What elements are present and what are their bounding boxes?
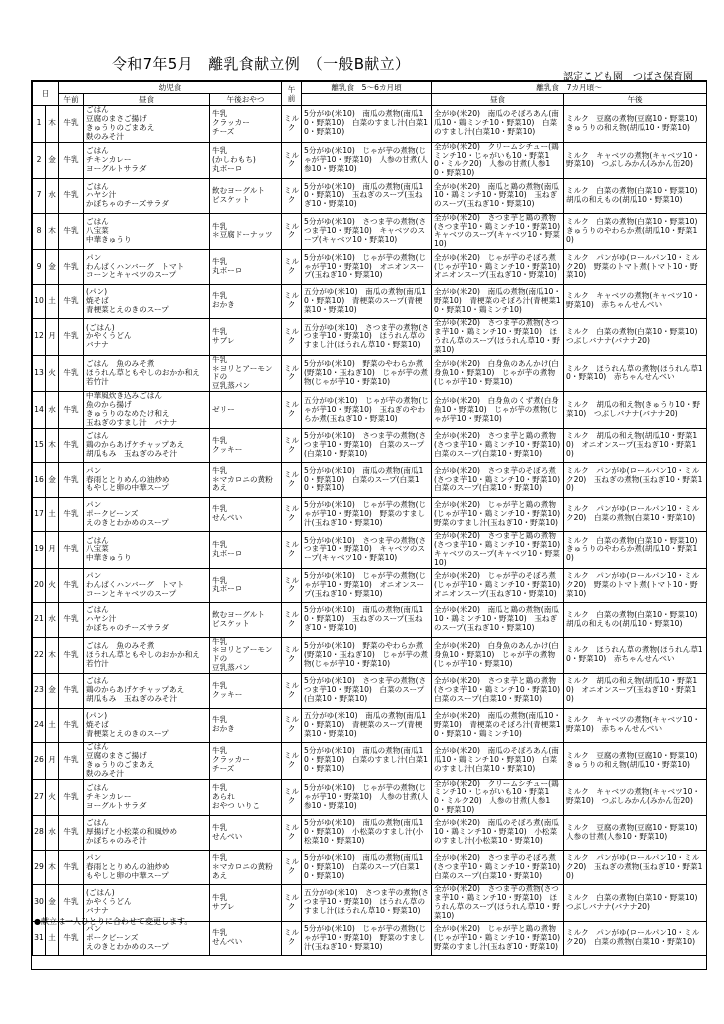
snack-cell: 牛乳 (かしわもち) 丸ボーロ bbox=[210, 142, 282, 179]
baby-7-afternoon-cell: ミルク パンがゆ(ロールパン10・ミルク20) 玉ねぎの煮物(玉ねぎ10・野菜10) bbox=[564, 850, 707, 884]
day-cell: 8 bbox=[33, 213, 46, 250]
weekday-cell: 水 bbox=[46, 603, 59, 637]
baby-7-afternoon-cell: ミルク キャベツの煮物(キャベツ10・野菜10) つぶしみかん(みかん缶20) bbox=[564, 779, 707, 816]
baby-7-lunch-cell: 全がゆ(米20) さつま芋と鶏の煮物(さつま芋10・鶏ミンチ10・野菜10) キャベツのスープ(キャベツ10・野菜10) bbox=[432, 532, 564, 569]
baby-7-afternoon-cell: ミルク 白菜の煮物(白菜10・野菜10) きゅうりのやわらか煮(胡瓜10・野菜10) bbox=[564, 532, 707, 569]
morning-drink-cell: 牛乳 bbox=[59, 637, 84, 674]
morning-drink-cell: 牛乳 bbox=[59, 284, 84, 318]
baby-5-6-lunch-cell: 5分がゆ(米10) さつま芋の煮物(さつま芋10・野菜10) 白菜のスープ(白菜10・野菜10) bbox=[302, 674, 432, 708]
weekday-cell: 木 bbox=[46, 106, 59, 143]
day-cell: 2 bbox=[33, 142, 46, 179]
baby-morning-cell: ミルク bbox=[282, 319, 302, 356]
day-cell: 20 bbox=[33, 568, 46, 602]
snack-cell: 牛乳 せんべい bbox=[210, 921, 282, 955]
snack-cell: 牛乳 丸ボーロ bbox=[210, 568, 282, 602]
lunch-cell: (パン) 焼そば 青梗菜とえのきのスープ bbox=[84, 284, 210, 318]
baby-7-afternoon-cell: ミルク 胡瓜の和え物(胡瓜10・野菜10) オニオンスープ(玉ねぎ10・野菜10) bbox=[564, 674, 707, 708]
morning-drink-cell: 牛乳 bbox=[59, 884, 84, 921]
baby-7-lunch-cell: 全がゆ(米20) クリームシチュー(鶏ミンチ10・じゃがいも10・野菜10・ミルク20) 人参の甘煮(人参10・野菜10) bbox=[432, 142, 564, 179]
snack-cell: 牛乳 丸ボーロ bbox=[210, 250, 282, 284]
table-row bbox=[33, 463, 707, 497]
table-row bbox=[33, 742, 707, 779]
baby-7-afternoon-cell: ミルク 豆腐の煮物(豆腐10・野菜10) 人参の甘煮(人参10・野菜10) bbox=[564, 816, 707, 850]
day-cell: 24 bbox=[33, 708, 46, 742]
baby-7-afternoon-cell: ミルク パンがゆ(ロールパン10・ミルク20) 白菜の煮物(白菜10・野菜10) bbox=[564, 497, 707, 531]
header-morning-baby: 午前 bbox=[282, 82, 302, 106]
table-row bbox=[33, 319, 707, 356]
lunch-cell: パン わんぱくハンバーグ トマト コーンとキャベツのスープ bbox=[84, 250, 210, 284]
day-cell: 26 bbox=[33, 742, 46, 779]
baby-morning-cell: ミルク bbox=[282, 497, 302, 531]
baby-5-6-lunch-cell: 5分がゆ(米10) じゃが芋の煮物(じゃが芋10・野菜10) オニオンスープ(玉ねぎ10・野菜10) bbox=[302, 568, 432, 602]
table-row bbox=[33, 568, 707, 602]
baby-7-lunch-cell: 全がゆ(米20) 白身魚のあんかけ(白身魚10・野菜10) じゃが芋の煮物(じゃが芋10・野菜10) bbox=[432, 637, 564, 674]
baby-7-afternoon-cell: ミルク 白菜の煮物(白菜10・野菜10) つぶしバナナ(バナナ20) bbox=[564, 884, 707, 921]
day-cell: 12 bbox=[33, 319, 46, 356]
weekday-cell: 土 bbox=[46, 708, 59, 742]
day-cell: 13 bbox=[33, 355, 46, 392]
header-afternoon-snack: 午後おやつ bbox=[210, 94, 282, 106]
snack-cell: 飲むヨーグルト ビスケット bbox=[210, 603, 282, 637]
weekday-cell: 木 bbox=[46, 850, 59, 884]
baby-7-afternoon-cell: ミルク ほうれん草の煮物(ほうれん草10・野菜10) 赤ちゃんせんべい bbox=[564, 355, 707, 392]
snack-cell: 牛乳 ＊マカロニの黄粉あえ bbox=[210, 850, 282, 884]
day-cell: 17 bbox=[33, 497, 46, 531]
table-row bbox=[33, 637, 707, 674]
weekday-cell: 木 bbox=[46, 637, 59, 674]
baby-morning-cell: ミルク bbox=[282, 708, 302, 742]
lunch-cell: ごはん 八宝菜 中華きゅうり bbox=[84, 532, 210, 569]
footnote: ●献立は一人ひとりに合わせて変更します。 bbox=[34, 917, 193, 926]
baby-morning-cell: ミルク bbox=[282, 463, 302, 497]
lunch-cell: ごはん ハヤシ汁 かぼちゃのチーズサラダ bbox=[84, 179, 210, 213]
morning-drink-cell: 牛乳 bbox=[59, 106, 84, 143]
morning-drink-cell: 牛乳 bbox=[59, 532, 84, 569]
baby-5-6-lunch-cell: 5分がゆ(米10) じゃが芋の煮物(じゃが芋10・野菜10) 人参の甘煮(人参10・野菜10) bbox=[302, 779, 432, 816]
baby-7-lunch-cell: 全がゆ(米20) さつま芋のそぼろ煮(さつま芋10・鶏ミンチ10・野菜10) 白菜のスープ(白菜10・野菜10) bbox=[432, 463, 564, 497]
page-title: 令和7年5月 離乳食献立例 （一般B献立） bbox=[112, 55, 411, 73]
morning-drink-cell: 牛乳 bbox=[59, 779, 84, 816]
baby-morning-cell: ミルク bbox=[282, 779, 302, 816]
table-row bbox=[33, 284, 707, 318]
baby-7-lunch-cell: 全がゆ(米20) 白身魚のあんかけ(白身魚10・野菜10) じゃが芋の煮物(じゃが芋10・野菜10) bbox=[432, 355, 564, 392]
lunch-cell: パン ポークビーンズ えのきとわかめのスープ bbox=[84, 497, 210, 531]
baby-morning-cell: ミルク bbox=[282, 674, 302, 708]
baby-morning-cell: ミルク bbox=[282, 850, 302, 884]
snack-cell: 牛乳 おかき bbox=[210, 284, 282, 318]
snack-cell: 牛乳 あられ おやつ いりこ bbox=[210, 779, 282, 816]
baby-7-afternoon-cell: ミルク 白菜の煮物(白菜10・野菜10) 胡瓜の和えもの(胡瓜10・野菜10) bbox=[564, 603, 707, 637]
baby-7-lunch-cell: 全がゆ(米20) さつま芋のそぼろ煮(さつま芋10・鶏ミンチ10・野菜10) 白菜のスープ(白菜10・野菜10) bbox=[432, 850, 564, 884]
snack-cell: 牛乳 クラッカー チーズ bbox=[210, 742, 282, 779]
day-cell: 1 bbox=[33, 106, 46, 143]
baby-morning-cell: ミルク bbox=[282, 568, 302, 602]
lunch-cell: ごはん 魚のみそ煮 ほうれん草ともやしのおかか和え 若竹汁 bbox=[84, 637, 210, 674]
baby-5-6-lunch-cell: 五分がゆ(米10) さつま芋の煮物(さつま芋10・野菜10) ほうれん草のすまし汁(ほうれん草10・野菜10) bbox=[302, 319, 432, 356]
morning-drink-cell: 牛乳 bbox=[59, 708, 84, 742]
baby-morning-cell: ミルク bbox=[282, 921, 302, 955]
lunch-cell: パン ポークビーンズ えのきとわかめのスープ bbox=[84, 921, 210, 955]
table-row bbox=[33, 779, 707, 816]
baby-morning-cell: ミルク bbox=[282, 250, 302, 284]
baby-morning-cell: ミルク bbox=[282, 603, 302, 637]
snack-cell: 牛乳 丸ボーロ bbox=[210, 532, 282, 569]
baby-7-lunch-cell: 全がゆ(米20) 南瓜と鶏の煮物(南瓜10・鶏ミンチ10・野菜10) 玉ねぎのスープ(玉ねぎ10・野菜10) bbox=[432, 603, 564, 637]
weekday-cell: 水 bbox=[46, 392, 59, 429]
table-row bbox=[33, 355, 707, 392]
lunch-cell: (パン) 焼そば 青梗菜とえのきのスープ bbox=[84, 708, 210, 742]
morning-drink-cell: 牛乳 bbox=[59, 319, 84, 356]
lunch-cell: ごはん 厚揚げと小松菜の和風炒め かぼちゃのみそ汁 bbox=[84, 816, 210, 850]
baby-morning-cell: ミルク bbox=[282, 392, 302, 429]
baby-5-6-lunch-cell: 5分がゆ(米10) さつま芋の煮物(さつま芋10・野菜10) キャベツのスープ(キャベツ10・野菜10) bbox=[302, 532, 432, 569]
baby-7-afternoon-cell: ミルク 豆腐の煮物(豆腐10・野菜10) きゅうりの和え物(胡瓜10・野菜10) bbox=[564, 106, 707, 143]
baby-7-lunch-cell: 全がゆ(米20) さつま芋の煮物(さつま芋10・鶏ミンチ10・野菜10) ほうれん草のスープ(ほうれん草10・野菜10) bbox=[432, 884, 564, 921]
baby-5-6-lunch-cell: 五分がゆ(米10) さつま芋の煮物(さつま芋10・野菜10) ほうれん草のすまし汁(ほうれん草10・野菜10) bbox=[302, 884, 432, 921]
table-row bbox=[33, 816, 707, 850]
table-row bbox=[33, 392, 707, 429]
baby-5-6-lunch-cell: 五分がゆ(米10) じゃが芋の煮物(じゃが芋10・野菜10) 玉ねぎのやわらか煮(玉ねぎ10・野菜10) bbox=[302, 392, 432, 429]
baby-7-afternoon-cell: ミルク 胡瓜の和え物(胡瓜10・野菜10) オニオンスープ(玉ねぎ10・野菜10) bbox=[564, 428, 707, 462]
weekday-cell: 金 bbox=[46, 884, 59, 921]
baby-7-lunch-cell: 全がゆ(米20) 南瓜の煮物(南瓜10・野菜10) 青梗菜のそぼろ汁(青梗菜10・野菜10・鶏ミンチ10) bbox=[432, 284, 564, 318]
lunch-cell: ごはん 鶏のからあげケチャップあえ 胡瓜もみ 玉ねぎのみそ汁 bbox=[84, 674, 210, 708]
baby-5-6-lunch-cell: 5分がゆ(米10) さつま芋の煮物(さつま芋10・野菜10) 白菜のスープ(白菜10・野菜10) bbox=[302, 428, 432, 462]
table-row bbox=[33, 106, 707, 143]
baby-7-afternoon-cell: ミルク パンがゆ(ロールパン10・ミルク20) 野菜のトマト煮(トマト10・野菜10) bbox=[564, 250, 707, 284]
day-cell: 28 bbox=[33, 816, 46, 850]
weekday-cell: 火 bbox=[46, 779, 59, 816]
baby-7-afternoon-cell: ミルク パンがゆ(ロールパン10・ミルク20) 白菜の煮物(白菜10・野菜10) bbox=[564, 921, 707, 955]
lunch-cell: (ごはん) かやくうどん バナナ bbox=[84, 884, 210, 921]
baby-5-6-lunch-cell: 5分がゆ(米10) 南瓜の煮物(南瓜10・野菜10) 白菜のすまし汁(白菜10・野菜10) bbox=[302, 106, 432, 143]
day-cell: 10 bbox=[33, 284, 46, 318]
baby-morning-cell: ミルク bbox=[282, 816, 302, 850]
day-cell: 7 bbox=[33, 179, 46, 213]
weekday-cell: 火 bbox=[46, 568, 59, 602]
weekday-cell: 月 bbox=[46, 532, 59, 569]
header-lunch: 昼食 bbox=[84, 94, 210, 106]
baby-7-afternoon-cell: ミルク 白菜の煮物(白菜10・野菜10) つぶしバナナ(バナナ20) bbox=[564, 319, 707, 356]
baby-7-lunch-cell: 全がゆ(米20) 南瓜のそぼろ煮(南瓜10・鶏ミンチ10・野菜10) 小松菜のすまし汁(小松菜10・野菜10) bbox=[432, 816, 564, 850]
organization-name: 認定こども園 つばさ保育園 bbox=[563, 72, 693, 83]
table-row bbox=[33, 708, 707, 742]
baby-morning-cell: ミルク bbox=[282, 742, 302, 779]
day-cell: 22 bbox=[33, 637, 46, 674]
table-row bbox=[33, 532, 707, 569]
day-cell: 27 bbox=[33, 779, 46, 816]
baby-7-afternoon-cell: ミルク 豆腐の煮物(豆腐10・野菜10) きゅうりの和え物(胡瓜10・野菜10) bbox=[564, 742, 707, 779]
lunch-cell: (ごはん) かやくうどん バナナ bbox=[84, 319, 210, 356]
header-kindergarten-meal: 幼児食 bbox=[59, 82, 282, 94]
baby-5-6-lunch-cell: 5分がゆ(米10) じゃが芋の煮物(じゃが芋10・野菜10) 野菜のすまし汁(玉ねぎ10・野菜10) bbox=[302, 497, 432, 531]
baby-7-afternoon-cell: ミルク キャベツの煮物(キャベツ10・野菜10) 赤ちゃんせんべい bbox=[564, 708, 707, 742]
lunch-cell: パン 春雨ととりめんの油炒め もやしと卵の中華スープ bbox=[84, 463, 210, 497]
day-cell: 14 bbox=[33, 392, 46, 429]
morning-drink-cell: 牛乳 bbox=[59, 428, 84, 462]
baby-7-lunch-cell: 全がゆ(米20) 南瓜のそぼろあん(南瓜10・鶏ミンチ10・野菜10) 白菜のすまし汁(白菜10・野菜10) bbox=[432, 742, 564, 779]
lunch-cell: パン わんぱくハンバーグ トマト コーンとキャベツのスープ bbox=[84, 568, 210, 602]
lunch-cell: ごはん 豆腐のまさご揚げ きゅうりのごまあえ 麩のみそ汁 bbox=[84, 106, 210, 143]
table-row bbox=[33, 497, 707, 531]
morning-drink-cell: 牛乳 bbox=[59, 392, 84, 429]
weekday-cell: 水 bbox=[46, 816, 59, 850]
baby-7-afternoon-cell: ミルク キャベツの煮物(キャベツ10・野菜10) 赤ちゃんせんべい bbox=[564, 284, 707, 318]
day-cell: 30 bbox=[33, 884, 46, 921]
table-row bbox=[33, 250, 707, 284]
baby-5-6-lunch-cell: 5分がゆ(米10) 野菜のやわらか煮(野菜10・玉ねぎ10) じゃが芋の煮物(じゃが芋10・野菜10) bbox=[302, 355, 432, 392]
baby-7-afternoon-cell: ミルク 胡瓜の和え物(きゅうり10・野菜10) つぶしバナナ(バナナ20) bbox=[564, 392, 707, 429]
weekday-cell: 火 bbox=[46, 355, 59, 392]
morning-drink-cell: 牛乳 bbox=[59, 250, 84, 284]
baby-7-afternoon-cell: ミルク キャベツの煮物(キャベツ10・野菜10) つぶしみかん(みかん缶20) bbox=[564, 142, 707, 179]
baby-5-6-lunch-cell: 5分がゆ(米10) 南瓜の煮物(南瓜10・野菜10) 小松菜のすまし汁(小松菜10・野菜10) bbox=[302, 816, 432, 850]
snack-cell: 牛乳 ＊豆腐ドーナッツ bbox=[210, 213, 282, 250]
baby-7-lunch-cell: 全がゆ(米20) じゃが芋のそぼろ煮(じゃが芋10・鶏ミンチ10・野菜10) オニオンスープ(玉ねぎ10・野菜10) bbox=[432, 568, 564, 602]
weekday-cell: 土 bbox=[46, 284, 59, 318]
baby-morning-cell: ミルク bbox=[282, 428, 302, 462]
baby-5-6-lunch-cell: 5分がゆ(米10) じゃが芋の煮物(じゃが芋10・野菜10) 人参の甘煮(人参10・野菜10) bbox=[302, 142, 432, 179]
snack-cell: 牛乳 クッキー bbox=[210, 428, 282, 462]
morning-drink-cell: 牛乳 bbox=[59, 568, 84, 602]
baby-5-6-lunch-cell: 五分がゆ(米10) 南瓜の煮物(南瓜10・野菜10) 青梗菜のスープ(青梗菜10・野菜10) bbox=[302, 708, 432, 742]
morning-drink-cell: 牛乳 bbox=[59, 850, 84, 884]
lunch-cell: ごはん 八宝菜 中華きゅうり bbox=[84, 213, 210, 250]
header-afternoon-7: 午後 bbox=[564, 94, 707, 106]
baby-5-6-lunch-cell: 5分がゆ(米10) 南瓜の煮物(南瓜10・野菜10) 白菜のスープ(白菜10・野菜10) bbox=[302, 850, 432, 884]
baby-7-lunch-cell: 全がゆ(米20) 南瓜と鶏の煮物(南瓜10・鶏ミンチ10・野菜10) 玉ねぎのスープ(玉ねぎ10・野菜10) bbox=[432, 179, 564, 213]
baby-7-lunch-cell: 全がゆ(米20) じゃが芋のそぼろ煮(じゃが芋10・鶏ミンチ10・野菜10) オニオンスープ(玉ねぎ10・野菜10) bbox=[432, 250, 564, 284]
header-lunch-7: 昼食 bbox=[432, 94, 564, 106]
baby-5-6-lunch-cell: 五分がゆ(米10) 南瓜の煮物(南瓜10・野菜10) 青梗菜のスープ(青梗菜10・野菜10) bbox=[302, 284, 432, 318]
snack-cell: 牛乳 ＊ヨリとアーモンドの 豆乳蒸パン bbox=[210, 637, 282, 674]
snack-cell: 牛乳 おかき bbox=[210, 708, 282, 742]
baby-morning-cell: ミルク bbox=[282, 142, 302, 179]
morning-drink-cell: 牛乳 bbox=[59, 179, 84, 213]
baby-5-6-lunch-cell: 5分がゆ(米10) さつま芋の煮物(さつま芋10・野菜10) キャベツのスープ(キャベツ10・野菜10) bbox=[302, 213, 432, 250]
baby-5-6-lunch-cell: 5分がゆ(米10) じゃが芋の煮物(じゃが芋10・野菜10) 野菜のすまし汁(玉ねぎ10・野菜10) bbox=[302, 921, 432, 955]
snack-cell: 牛乳 ＊マカロニの黄粉あえ bbox=[210, 463, 282, 497]
snack-cell: 牛乳 クラッカー チーズ bbox=[210, 106, 282, 143]
baby-7-afternoon-cell: ミルク 白菜の煮物(白菜10・野菜10) 胡瓜の和えもの(胡瓜10・野菜10) bbox=[564, 179, 707, 213]
snack-cell: 牛乳 せんべい bbox=[210, 816, 282, 850]
table-row bbox=[33, 850, 707, 884]
weekday-cell: 木 bbox=[46, 428, 59, 462]
baby-morning-cell: ミルク bbox=[282, 637, 302, 674]
baby-7-lunch-cell: 全がゆ(米20) さつま芋と鶏の煮物(さつま芋10・鶏ミンチ10・野菜10) キャベツのスープ(キャベツ10・野菜10) bbox=[432, 213, 564, 250]
baby-morning-cell: ミルク bbox=[282, 106, 302, 143]
baby-7-lunch-cell: 全がゆ(米20) 南瓜のそぼろあん(南瓜10・鶏ミンチ10・野菜10) 白菜のすまし汁(白菜10・野菜10) bbox=[432, 106, 564, 143]
morning-drink-cell: 牛乳 bbox=[59, 142, 84, 179]
day-cell: 9 bbox=[33, 250, 46, 284]
table-row bbox=[33, 213, 707, 250]
weekday-cell: 土 bbox=[46, 497, 59, 531]
baby-morning-cell: ミルク bbox=[282, 179, 302, 213]
day-cell: 16 bbox=[33, 463, 46, 497]
day-cell: 21 bbox=[33, 603, 46, 637]
lunch-cell: 中華風炊き込みごはん 魚のから揚げ きゅうりのなめたけ和え 玉ねぎのすまし汁 バナナ bbox=[84, 392, 210, 429]
menu-table bbox=[32, 81, 707, 956]
day-cell: 15 bbox=[33, 428, 46, 462]
header-baby-food-5-6: 離乳食 5～6カ月頃 bbox=[302, 82, 432, 94]
baby-7-lunch-cell: 全がゆ(米20) さつま芋の煮物(さつま芋10・鶏ミンチ10・野菜10) ほうれん草のスープ(ほうれん草10・野菜10) bbox=[432, 319, 564, 356]
baby-5-6-lunch-cell: 5分がゆ(米10) 南瓜の煮物(南瓜10・野菜10) 白菜のスープ(白菜10・野菜10) bbox=[302, 463, 432, 497]
morning-drink-cell: 牛乳 bbox=[59, 742, 84, 779]
baby-morning-cell: ミルク bbox=[282, 355, 302, 392]
lunch-cell: ごはん チキンカレー ヨーグルトサラダ bbox=[84, 779, 210, 816]
morning-drink-cell: 牛乳 bbox=[59, 497, 84, 531]
baby-5-6-lunch-cell: 5分がゆ(米10) 野菜のやわらか煮(野菜10・玉ねぎ10) じゃが芋の煮物(じゃが芋10・野菜10) bbox=[302, 637, 432, 674]
header-morning: 午前 bbox=[59, 94, 84, 106]
header-baby-food-7: 離乳食 7カ月頃～ bbox=[432, 82, 707, 94]
lunch-cell: パン 春雨ととりめんの油炒め もやしと卵の中華スープ bbox=[84, 850, 210, 884]
lunch-cell: ごはん ハヤシ汁 かぼちゃのチーズサラダ bbox=[84, 603, 210, 637]
table-row bbox=[33, 179, 707, 213]
table-row bbox=[33, 142, 707, 179]
baby-5-6-lunch-cell: 5分がゆ(米10) 南瓜の煮物(南瓜10・野菜10) 玉ねぎのスープ(玉ねぎ10・野菜10) bbox=[302, 179, 432, 213]
snack-cell: 牛乳 クッキー bbox=[210, 674, 282, 708]
baby-morning-cell: ミルク bbox=[282, 284, 302, 318]
morning-drink-cell: 牛乳 bbox=[59, 213, 84, 250]
lunch-cell: ごはん チキンカレー ヨーグルトサラダ bbox=[84, 142, 210, 179]
baby-7-lunch-cell: 全がゆ(米20) さつま芋と鶏の煮物(さつま芋10・鶏ミンチ10・野菜10) 白菜のスープ(白菜10・野菜10) bbox=[432, 674, 564, 708]
lunch-cell: ごはん 魚のみそ煮 ほうれん草ともやしのおかか和え 若竹汁 bbox=[84, 355, 210, 392]
weekday-cell: 水 bbox=[46, 179, 59, 213]
weekday-cell: 月 bbox=[46, 319, 59, 356]
lunch-cell: ごはん 鶏のからあげケチャップあえ 胡瓜もみ 玉ねぎのみそ汁 bbox=[84, 428, 210, 462]
morning-drink-cell: 牛乳 bbox=[59, 816, 84, 850]
morning-drink-cell: 牛乳 bbox=[59, 603, 84, 637]
snack-cell: 牛乳 せんべい bbox=[210, 497, 282, 531]
morning-drink-cell: 牛乳 bbox=[59, 355, 84, 392]
baby-morning-cell: ミルク bbox=[282, 884, 302, 921]
snack-cell: 飲むヨーグルト ビスケット bbox=[210, 179, 282, 213]
snack-cell: ゼリー bbox=[210, 392, 282, 429]
baby-7-lunch-cell: 全がゆ(米20) クリームシチュー(鶏ミンチ10・じゃがいも10・野菜10・ミルク20) 人参の甘煮(人参10・野菜10) bbox=[432, 779, 564, 816]
header-day: 日 bbox=[33, 82, 59, 106]
baby-7-lunch-cell: 全がゆ(米20) 南瓜の煮物(南瓜10・野菜10) 青梗菜のそぼろ汁(青梗菜10・野菜10・鶏ミンチ10) bbox=[432, 708, 564, 742]
weekday-cell: 月 bbox=[46, 742, 59, 779]
snack-cell: 牛乳 サブレ bbox=[210, 319, 282, 356]
baby-7-lunch-cell: 全がゆ(米20) じゃが芋と鶏の煮物(じゃが芋10・鶏ミンチ10・野菜10) 野菜のすまし汁(玉ねぎ10・野菜10) bbox=[432, 921, 564, 955]
baby-5-6-lunch-cell: 5分がゆ(米10) 南瓜の煮物(南瓜10・野菜10) 白菜のすまし汁(白菜10・野菜10) bbox=[302, 742, 432, 779]
day-cell: 31 bbox=[33, 921, 46, 955]
day-cell: 23 bbox=[33, 674, 46, 708]
table-row bbox=[33, 603, 707, 637]
baby-7-lunch-cell: 全がゆ(米20) 白身魚のくず煮(白身魚10・野菜10) じゃが芋の煮物(じゃが芋10・野菜10) bbox=[432, 392, 564, 429]
day-cell: 29 bbox=[33, 850, 46, 884]
weekday-cell: 木 bbox=[46, 213, 59, 250]
baby-7-lunch-cell: 全がゆ(米20) さつま芋と鶏の煮物(さつま芋10・鶏ミンチ10・野菜10) 白菜のスープ(白菜10・野菜10) bbox=[432, 428, 564, 462]
weekday-cell: 金 bbox=[46, 463, 59, 497]
baby-7-afternoon-cell: ミルク 白菜の煮物(白菜10・野菜10) きゅうりのやわらか煮(胡瓜10・野菜10) bbox=[564, 213, 707, 250]
menu-sheet bbox=[31, 80, 707, 970]
baby-7-lunch-cell: 全がゆ(米20) じゃが芋と鶏の煮物(じゃが芋10・鶏ミンチ10・野菜10) 野菜のすまし汁(玉ねぎ10・野菜10) bbox=[432, 497, 564, 531]
weekday-cell: 金 bbox=[46, 142, 59, 179]
table-row bbox=[33, 674, 707, 708]
morning-drink-cell: 牛乳 bbox=[59, 921, 84, 955]
baby-5-6-lunch-cell: 5分がゆ(米10) 南瓜の煮物(南瓜10・野菜10) 玉ねぎのスープ(玉ねぎ10・野菜10) bbox=[302, 603, 432, 637]
menu-rows bbox=[33, 106, 707, 956]
weekday-cell: 金 bbox=[46, 674, 59, 708]
morning-drink-cell: 牛乳 bbox=[59, 674, 84, 708]
weekday-cell: 土 bbox=[46, 921, 59, 955]
header-lunch-5-6 bbox=[302, 94, 432, 106]
table-row bbox=[33, 428, 707, 462]
snack-cell: 牛乳 ＊ヨリとアーモンドの 豆乳蒸パン bbox=[210, 355, 282, 392]
weekday-cell: 金 bbox=[46, 250, 59, 284]
baby-morning-cell: ミルク bbox=[282, 532, 302, 569]
baby-5-6-lunch-cell: 5分がゆ(米10) じゃが芋の煮物(じゃが芋10・野菜10) オニオンスープ(玉ねぎ10・野菜10) bbox=[302, 250, 432, 284]
morning-drink-cell: 牛乳 bbox=[59, 463, 84, 497]
day-cell: 19 bbox=[33, 532, 46, 569]
baby-7-afternoon-cell: ミルク パンがゆ(ロールパン10・ミルク20) 玉ねぎの煮物(玉ねぎ10・野菜10) bbox=[564, 463, 707, 497]
baby-morning-cell: ミルク bbox=[282, 213, 302, 250]
baby-7-afternoon-cell: ミルク パンがゆ(ロールパン10・ミルク20) 野菜のトマト煮(トマト10・野菜10) bbox=[564, 568, 707, 602]
lunch-cell: ごはん 豆腐のまさご揚げ きゅうりのごまあえ 麩のみそ汁 bbox=[84, 742, 210, 779]
snack-cell: 牛乳 サブレ bbox=[210, 884, 282, 921]
baby-7-afternoon-cell: ミルク ほうれん草の煮物(ほうれん草10・野菜10) 赤ちゃんせんべい bbox=[564, 637, 707, 674]
